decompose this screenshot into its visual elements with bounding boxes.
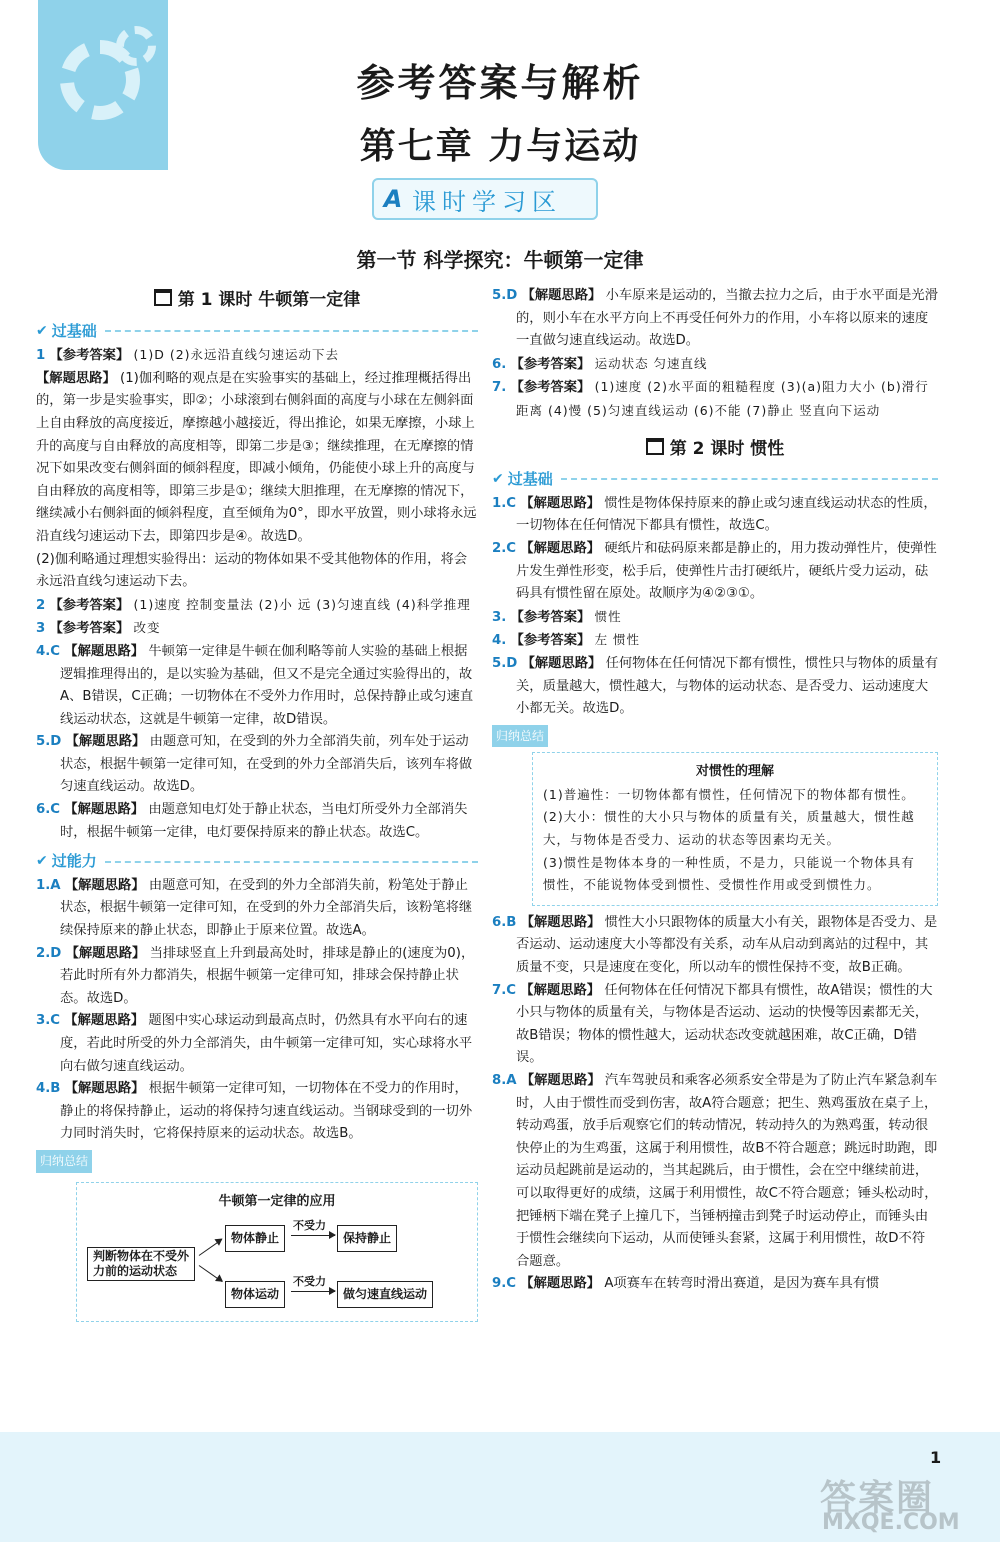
item-tag: 【解题思路】 bbox=[520, 1276, 601, 1292]
item-text: 由题意可知，在受到的外力全部消失前，列车处于运动状态，根据牛顿第一定律可知，在受到的外力全部消失后，该列车将做匀速直线运动。故选D。 bbox=[60, 734, 473, 795]
flow-title: 牛顿第一定律的应用 bbox=[218, 1193, 336, 1209]
item-text: (1)速度 (2)水平面的粗糙程度 (3)(a)阻力大小 (b)滑行距离 (4)慢 (5)匀速直线运动 (6)不能 (7)静止 竖直向下运动 bbox=[516, 379, 929, 418]
item-text: A项赛车在转弯时滑出赛道，是因为赛车具有惯 bbox=[604, 1276, 880, 1292]
zone-label: 课时学习区 bbox=[412, 187, 562, 216]
item-number: 4. bbox=[492, 633, 507, 649]
answer-item bbox=[36, 641, 478, 731]
item-text: 汽车驾驶员和乘客必须系安全带是为了防止汽车紧急刹车时，人由于惯性而受到伤害，故A符合题意；把生、熟鸡蛋放在桌子上，转动鸡蛋，放手后观察它们的转动情况，转动持久的为熟鸡蛋，转动很快停止的为生鸡蛋，这属于利用惯性，故B不符合题意；跳远时助跑，即运动员起跳前是运动的，当其起跳后，由于惯性，会在空中继续前进，可以取得更好的成绩，这属于利用惯性，故C不符合题意；锤头松动时，把锤柄下端在凳子上撞几下，当锤柄撞击到凳子时运动停止，而锤头由于惯性会继续向下运动，从而使锤头套紧，这属于利用惯性，故D不符合题意。 bbox=[516, 1073, 938, 1269]
answer-item bbox=[492, 629, 938, 653]
item-tag: 【参考答案】 bbox=[49, 348, 130, 364]
flow-keep-static-node: 保持静止 bbox=[337, 1225, 397, 1252]
answer-item bbox=[492, 353, 938, 377]
item-tag: 【解题思路】 bbox=[520, 914, 601, 930]
page-title: 参考答案与解析 bbox=[356, 61, 644, 105]
subsection-basic: ✔ 过基础 bbox=[492, 468, 938, 491]
item-number: 7.C bbox=[492, 982, 517, 998]
answer-item bbox=[36, 594, 478, 618]
answer-item bbox=[492, 493, 938, 538]
summary-label: 归纳总结 bbox=[36, 1150, 92, 1173]
chapter-title: 第七章 力与运动 bbox=[359, 126, 641, 167]
answer-item bbox=[492, 1273, 938, 1296]
item-tag: 【解题思路】 bbox=[520, 540, 601, 556]
book-icon bbox=[646, 438, 664, 455]
subsection-basic: ✔ 过基础 bbox=[36, 320, 478, 343]
item-number: 6.B bbox=[492, 914, 517, 930]
flow-uniform-node: 做匀速直线运动 bbox=[337, 1281, 433, 1308]
item-text: (1)速度 控制变量法 (2)小 远 (3)匀速直线 (4)科学推理 bbox=[133, 596, 471, 612]
item-tag: 【解题思路】 bbox=[64, 1081, 145, 1097]
flow-judge-node: 判断物体在不受外 力前的运动状态 bbox=[87, 1247, 195, 1281]
item-tag: 【解题思路】 bbox=[65, 945, 146, 961]
watermark-url: MXQE.COM bbox=[822, 1510, 960, 1535]
item-tag: 【解题思路】 bbox=[36, 370, 116, 386]
item-text: 改变 bbox=[133, 620, 161, 636]
item-tag: 【解题思路】 bbox=[65, 734, 146, 750]
inertia-box-title: 对惯性的理解 bbox=[695, 764, 774, 780]
item-number: 3.C bbox=[36, 1013, 61, 1029]
answer-item bbox=[492, 606, 938, 630]
item-number: 7. bbox=[492, 380, 507, 396]
answer-item bbox=[36, 943, 478, 1011]
item-text: 题图中实心球运动到最高点时，仍然具有水平向右的速度，若此时所受的外力全部消失，由牛顿第一定律可知，实心球将水平向右做匀速直线运动。 bbox=[60, 1013, 473, 1074]
item-text: 当排球竖直上升到最高处时，排球是静止的(速度为0)，若此时所有外力都消失，根据牛顿第一定律可知，排球会保持静止状态。故选D。 bbox=[60, 945, 475, 1006]
zone-letter: A bbox=[383, 185, 403, 213]
answer-item bbox=[36, 617, 478, 641]
item-text: 由题意可知，在受到的外力全部消失前，粉笔处于静止状态，根据牛顿第一定律可知，在受到的外力全部消失后，该粉笔将继续保持原来的静止状态，即静止于原来位置。故选A。 bbox=[60, 877, 473, 939]
item-number: 5.D bbox=[492, 288, 518, 303]
answer-item bbox=[36, 875, 478, 943]
answer-item bbox=[36, 549, 478, 594]
inertia-point: (2)大小：惯性的大小只与物体的质量有关，质量越大，惯性越大，与物体是否受力、运动的状态等因素均无关。 bbox=[543, 809, 915, 848]
item-number: 3 bbox=[36, 621, 46, 637]
item-tag: 【解题思路】 bbox=[64, 643, 145, 659]
item-tag: 【参考答案】 bbox=[510, 609, 591, 625]
item-text: 任何物体在任何情况下都具有惯性，故A错误；惯性的大小只与物体的质量有关，与物体是否运动、运动的快慢等因素都无关，故B错误；物体的惯性越大，运动状态改变就越困难，故C正确，D错误。 bbox=[516, 982, 933, 1066]
item-text: 惯性大小只跟物体的质量大小有关，跟物体是否受力、是否运动、运动速度大小等都没有关系，动车从启动到离站的过程中，其质量不变，只是速度在变化，所以动车的惯性保持不变，故B正确。 bbox=[516, 914, 938, 976]
item-number: 2.D bbox=[36, 945, 62, 961]
item-text: 牛顿第一定律是牛顿在伽利略等前人实验的基础上根据逻辑推理得出的，是以实验为基础，但又不是完全通过实验得出的，故A、B错误，C正确；一切物体在不受外力作用时，总保持静止或匀速直线运动状态，这就是牛顿第一定律，故D错误。 bbox=[60, 643, 474, 727]
inertia-point: (1)普遍性：一切物体都有惯性，任何情况下的物体都有惯性。 bbox=[543, 786, 915, 802]
item-text: 左 惯性 bbox=[594, 632, 641, 648]
item-number: 4.C bbox=[36, 643, 61, 659]
item-tag: 【解题思路】 bbox=[520, 495, 601, 511]
item-tag: 【解题思路】 bbox=[521, 288, 602, 303]
item-tag: 【参考答案】 bbox=[49, 597, 130, 613]
flow-diagram-box bbox=[76, 1182, 478, 1323]
answer-item bbox=[36, 799, 478, 844]
lesson-heading: 第 2 课时 惯性 bbox=[492, 438, 938, 461]
inertia-summary-box bbox=[532, 752, 938, 906]
item-number: 5.D bbox=[492, 655, 518, 671]
item-number: 1.A bbox=[36, 877, 61, 893]
check-icon: ✔ bbox=[492, 471, 504, 488]
lesson-heading: 第 1 课时 牛顿第一定律 bbox=[36, 289, 478, 312]
section-title: 第一节 科学探究：牛顿第一定律 bbox=[356, 248, 644, 272]
answer-item bbox=[492, 376, 938, 423]
item-number: 2 bbox=[36, 597, 46, 613]
item-tag: 【解题思路】 bbox=[521, 655, 602, 671]
item-tag: 【参考答案】 bbox=[510, 380, 591, 396]
item-tag: 【参考答案】 bbox=[510, 633, 591, 649]
item-text: (2)伽利略通过理想实验得出：运动的物体如果不受其他物体的作用，将会永远沿直线匀速运动下去。 bbox=[36, 551, 468, 590]
item-number: 6. bbox=[492, 356, 507, 372]
summary-label: 归纳总结 bbox=[492, 725, 548, 748]
item-number: 8.A bbox=[492, 1073, 517, 1088]
answer-item bbox=[36, 731, 478, 799]
item-tag: 【参考答案】 bbox=[49, 621, 130, 637]
item-number: 1.C bbox=[492, 495, 517, 511]
item-tag: 【解题思路】 bbox=[520, 1073, 601, 1088]
item-text: 运动状态 匀速直线 bbox=[594, 355, 708, 371]
answer-item bbox=[492, 538, 938, 606]
watermark-logo: 答案圈 bbox=[820, 1478, 935, 1519]
item-text: (1)D (2)永远沿直线匀速运动下去 bbox=[133, 347, 340, 363]
flow-no-force-label: 不受力 bbox=[293, 1275, 326, 1289]
page-number: 1 bbox=[930, 1448, 942, 1467]
item-number: 6.C bbox=[36, 802, 61, 818]
item-number: 1 bbox=[36, 348, 46, 364]
item-text: 任何物体在任何情况下都有惯性，惯性只与物体的质量有关，质量越大，惯性越大，与物体的运动状态、是否受力、运动速度大小都无关。故选D。 bbox=[516, 655, 939, 717]
flow-moving-node: 物体运动 bbox=[225, 1281, 285, 1308]
flow-diagram bbox=[87, 1213, 467, 1313]
inertia-point: (3)惯性是物体本身的一种性质，不是力，只能说一个物体具有惯性，不能说物体受到惯性、受惯性作用或受到惯性力。 bbox=[543, 854, 915, 893]
answer-item bbox=[492, 285, 938, 353]
item-text: 惯性是物体保持原来的静止或匀速直线运动状态的性质，一切物体在任何情况下都具有惯性，故选C。 bbox=[516, 495, 937, 534]
answer-item bbox=[36, 368, 478, 549]
item-tag: 【解题思路】 bbox=[64, 802, 145, 818]
item-number: 3. bbox=[492, 609, 507, 625]
item-text: 由题意知电灯处于静止状态，当电灯所受外力全部消失时，根据牛顿第一定律，电灯要保持原来的静止状态。故选C。 bbox=[60, 802, 468, 840]
item-text: 惯性 bbox=[594, 608, 622, 624]
check-icon: ✔ bbox=[36, 853, 48, 870]
item-text: 根据牛顿第一定律可知，一切物体在不受力的作用时，静止的将保持静止，运动的将保持匀速直线运动。当钢球受到的一切外力同时消失时，它将保持原来的运动状态。故选B。 bbox=[60, 1081, 473, 1142]
item-tag: 【参考答案】 bbox=[510, 356, 591, 372]
item-text: 小车原来是运动的，当撤去拉力之后，由于水平面是光滑的，则小车在水平方向上不再受任何外力的作用，小车将以原来的速度一直做匀速直线运动。故选D。 bbox=[516, 288, 939, 349]
item-number: 4.B bbox=[36, 1081, 61, 1097]
zone-banner bbox=[372, 178, 598, 220]
left-column bbox=[36, 285, 478, 1328]
item-text: 硬纸片和砝码原来都是静止的，用力拨动弹性片，使弹性片发生弹性形变，松手后，使弹性片击打硬纸片，硬纸片受力运动，砝码具有惯性留在原处。故顺序为④②③①。 bbox=[516, 540, 937, 602]
answer-item bbox=[36, 1010, 478, 1078]
flow-arrow bbox=[199, 1265, 223, 1282]
item-number: 5.D bbox=[36, 734, 62, 750]
flow-static-node: 物体静止 bbox=[225, 1225, 285, 1252]
item-number: 9.C bbox=[492, 1276, 517, 1292]
answer-item bbox=[492, 653, 938, 721]
subsection-ability: ✔ 过能力 bbox=[36, 850, 478, 873]
item-number: 2.C bbox=[492, 540, 517, 556]
item-tag: 【解题思路】 bbox=[64, 1013, 145, 1029]
answer-item bbox=[36, 1078, 478, 1146]
item-text: (1)伽利略的观点是在实验事实的基础上，经过推理概括得出的，第一步是实验事实，即②；小球滚到右侧斜面的高度与小球在左侧斜面上自由释放的高度接近，摩擦越小越接近，得出推论，如果无摩擦，小球上升的高度与自由释放的高度相等，即第二步是③；继续推理，在无摩擦的情况下如果改变右侧斜面的倾斜程度，即减小倾角，仍能使小球上升的高度与自由释放的高度相等，即第三步是①；继续大胆推理，在无摩擦的情况下，继续减小右侧斜面的倾斜程度，直至倾角为0°，即水平放置，则小球将永远沿直线匀速运动下去，即第四步是④。故选D。 bbox=[36, 370, 477, 544]
flow-arrow bbox=[199, 1239, 223, 1256]
flow-no-force-label: 不受力 bbox=[293, 1219, 326, 1233]
answer-item bbox=[36, 344, 478, 368]
check-icon: ✔ bbox=[36, 322, 48, 339]
flow-arrow bbox=[291, 1235, 335, 1236]
right-column bbox=[492, 285, 938, 1296]
answer-item bbox=[492, 1070, 938, 1273]
answer-item bbox=[492, 912, 938, 980]
item-tag: 【解题思路】 bbox=[64, 877, 145, 893]
answer-item bbox=[492, 980, 938, 1070]
flow-arrow bbox=[291, 1291, 335, 1292]
item-tag: 【解题思路】 bbox=[520, 982, 601, 998]
book-icon bbox=[154, 289, 172, 306]
